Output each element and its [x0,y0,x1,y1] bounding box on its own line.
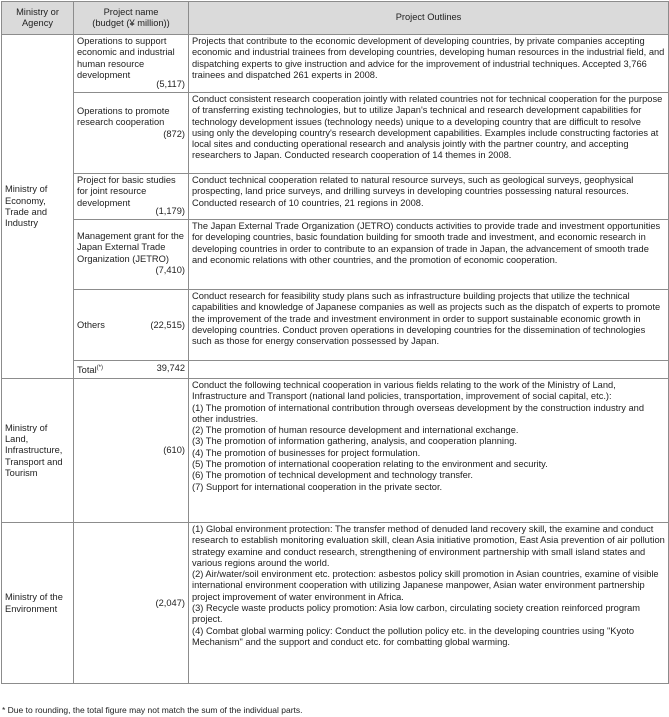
project-budget: (22,515) [150,319,185,330]
project-budget: (5,117) [156,78,185,89]
project-name: Management grant for the Japan External Trade Organization (JETRO) [77,231,184,264]
header-ministry: Ministry or Agency [2,2,74,35]
total-row [2,361,669,379]
table-row [2,379,669,523]
header-row [2,2,669,35]
outline-item: (4) Combat global warming policy: Conduct the pollution policy etc. in the developing countries using "Kyoto Mechanism" and the support and conduct etc. for combatting global warming. [192,625,635,647]
total-label: Total(*) [77,365,103,376]
project-cell [74,93,189,174]
project-name: Operations to support economic and industrial human resource development [77,36,175,80]
ministry-moe: Ministry of the Environment [2,523,74,684]
outline-item: (7) Support for international cooperation in the private sector. [192,481,443,492]
header-project-name: Project name [103,6,159,17]
total-footnote-mark: (*) [96,365,103,372]
project-outline: Conduct consistent research cooperation jointly with related countries not for technical cooperation for the purpose of transferring existing technologies, but to utilize Japan's technical and research development capabilities for technology development issues (technology needs) unique to a developing country that are difficult to resolve using only the developing country's research development capabilities. Examples include constructing factories at local sites and conducting operational research and analysis jointly with the partner country, and accepting researchers to Japan. Conducted research cooperation of 14 themes in 2008. [189,93,669,174]
project-outline: Conduct technical cooperation related to natural resource surveys, such as geological surveys, geophysical prospecting, land price surveys, and drilling surveys in developing countries possessing natural resources. Conducted research of 10 countries, 21 regions in 2008. [189,174,669,220]
ministry-meti: Ministry of Economy, Trade and Industry [2,35,74,379]
outline-item: (1) The promotion of international contribution through overseas development by the construction industry and other industries. [192,402,645,424]
project-outline [189,379,669,523]
header-outline: Project Outlines [189,2,669,35]
project-name: Project for basic studies for joint resource development [77,175,176,208]
ministry-mlit: Ministry of Land, Infrastructure, Transport and Tourism [2,379,74,523]
total-amount: 39,742 [156,363,185,374]
project-name: Others [77,319,105,330]
outline-item: (3) The promotion of information gathering, analysis, and cooperation planning. [192,436,517,447]
total-outline-empty [189,361,669,379]
project-outline: Projects that contribute to the economic development of developing countries, by private companies accepting economic and industrial trainees from developing countries, developing human resources in the industrial field, and dispatching experts to give instruction and advice for the improvement of industrial techniques. Accepted 3,766 trainees and dispatched 261 experts in 2008. [189,35,669,93]
outline-item: (3) Recycle waste products policy promotion: Asia low carbon, circulating society creation reinforced program project. [192,603,640,625]
outline-item: (5) The promotion of international cooperation relating to the environment and security. [192,459,548,470]
outline-item: (1) Global environment protection: The transfer method of denuded land recovery skill, the examine and conduct research to establish monitoring evaluation skill, clean Asia initiative promotion, East Asia prevention of air pollution strategy examine and conduct research, strengthening of environment partnership with small island states and various regions around the world. [192,524,665,568]
table-row [2,93,669,174]
project-outline [189,523,669,684]
table-row [2,35,669,93]
header-project-budget: (budget (¥ million)) [92,18,170,28]
outline-item: (6) The promotion of technical development and technology transfer. [192,470,473,481]
project-name: Operations to promote research cooperation [77,106,170,128]
project-budget: (7,410) [155,264,185,275]
table-row [2,523,669,684]
project-budget: (1,179) [155,205,185,216]
project-outline: The Japan External Trade Organization (JETRO) conducts activities to provide trade and investment opportunities for developing countries, basic foundation building for smooth trade and investment, and economic research in developing countries in order to contribute to an expansion of trade in Japan, the advancement of smooth trade and economic relations with other countries, and the promotion of economic cooperation. [189,220,669,290]
project-outline: Conduct research for feasibility study plans such as infrastructure building projects that utilize the technical capabilities and knowledge of Japanese companies as well as projects such as the dispatch of experts to promote the improvement of the trade and investment environment in order to support sustainable economic growth in developing countries. Conduct proven operations in developing countries for the dissemination of technologies such as those for energy conservation possessed by Japan. [189,290,669,361]
project-budget: (610) [74,379,189,523]
footnote: * Due to rounding, the total figure may not match the sum of the individual parts. [2,705,303,715]
table-row [2,290,669,361]
total-cell [74,361,189,379]
project-cell [74,35,189,93]
outline-item: (2) The promotion of human resource development and international exchange. [192,425,519,436]
project-budget: (2,047) [74,523,189,684]
outline-item: (4) The promotion of businesses for project formulation. [192,447,421,458]
outline-item: (2) Air/water/soil environment etc. protection: asbestos policy skill promotion in Asian countries, examine of visible international environment cooperation with utilizing Japanese manpower, Asian water environment partnership project improvement of water environment in Africa. [192,569,659,602]
header-project [74,2,189,35]
table-row [2,220,669,290]
project-budget: (872) [163,128,185,139]
oda-projects-table [1,1,669,684]
project-cell [74,290,189,361]
project-cell [74,174,189,220]
table-row [2,174,669,220]
outline-intro: Conduct the following technical cooperation in various fields relating to the work of the Ministry of Land, Infrastructure and Transport (national land policies, transportation, improvement of social capital, etc.): [192,380,616,402]
project-cell [74,220,189,290]
